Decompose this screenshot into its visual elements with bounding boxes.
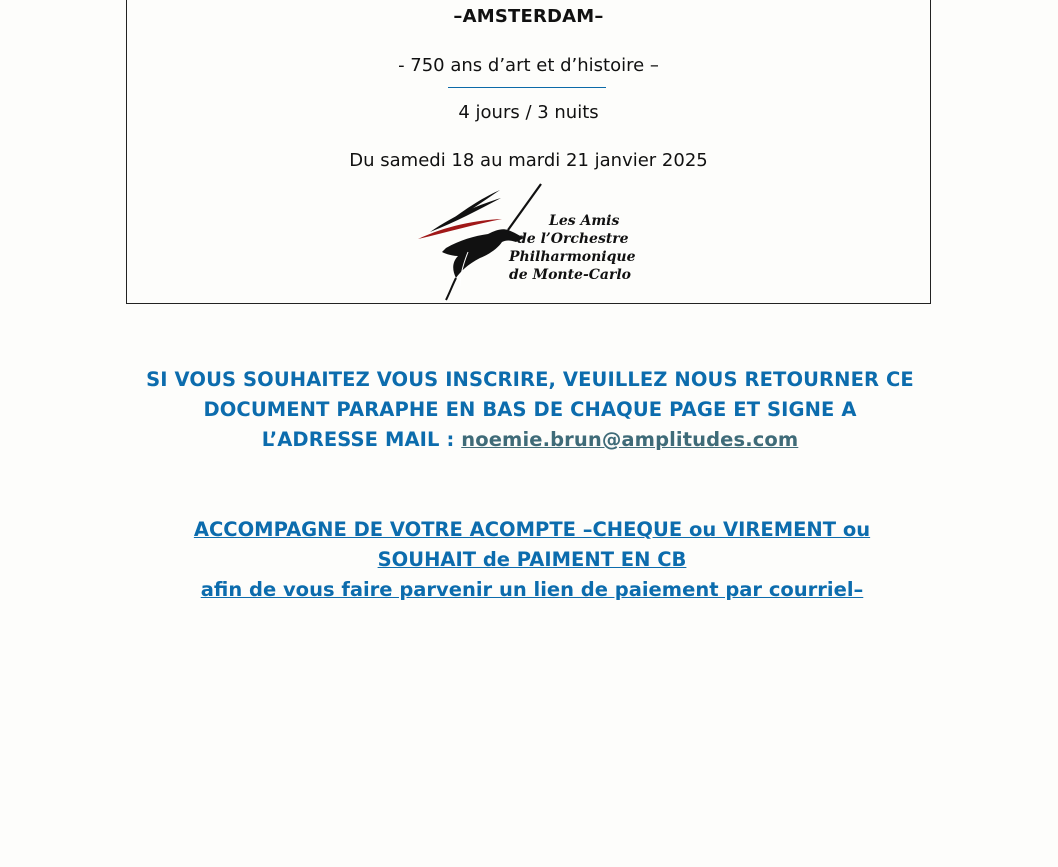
header-box xyxy=(126,0,931,304)
payment-line: ACCOMPAGNE DE VOTRE ACOMPTE –CHEQUE ou VIREMENT ou xyxy=(193,518,871,541)
destination-title: –AMSTERDAM– xyxy=(453,6,604,27)
divider-rule xyxy=(448,87,606,88)
email-label: L’ADRESSE MAIL : xyxy=(261,428,462,451)
registration-notice xyxy=(130,365,930,455)
logo-line: de Monte-Carlo xyxy=(509,267,632,283)
payment-line: afin de vous faire parvenir un lien de paiement par courriel– xyxy=(200,578,864,601)
logo-line: de l’Orchestre xyxy=(517,231,629,247)
notice-line: SI VOUS SOUHAITEZ VOUS INSCRIRE, VEUILLEZ NOUS RETOURNER CE xyxy=(146,368,914,391)
payment-line: SOUHAIT de PAIMENT EN CB xyxy=(377,548,687,571)
email-link[interactable]: noemie.brun@amplitudes.com xyxy=(461,428,799,451)
notice-line-email xyxy=(130,425,930,455)
logo-line: Les Amis xyxy=(549,213,620,229)
payment-notice xyxy=(130,515,934,605)
trip-duration: 4 jours / 3 nuits xyxy=(458,102,599,123)
trip-dates: Du samedi 18 au mardi 21 janvier 2025 xyxy=(349,150,708,171)
logo-line: Philharmonique xyxy=(509,249,636,265)
trip-subtitle: - 750 ans d’art et d’histoire – xyxy=(398,55,659,76)
logo-wordmark xyxy=(509,212,636,284)
notice-line: DOCUMENT PARAPHE EN BAS DE CHAQUE PAGE ET SIGNE A xyxy=(203,398,857,421)
